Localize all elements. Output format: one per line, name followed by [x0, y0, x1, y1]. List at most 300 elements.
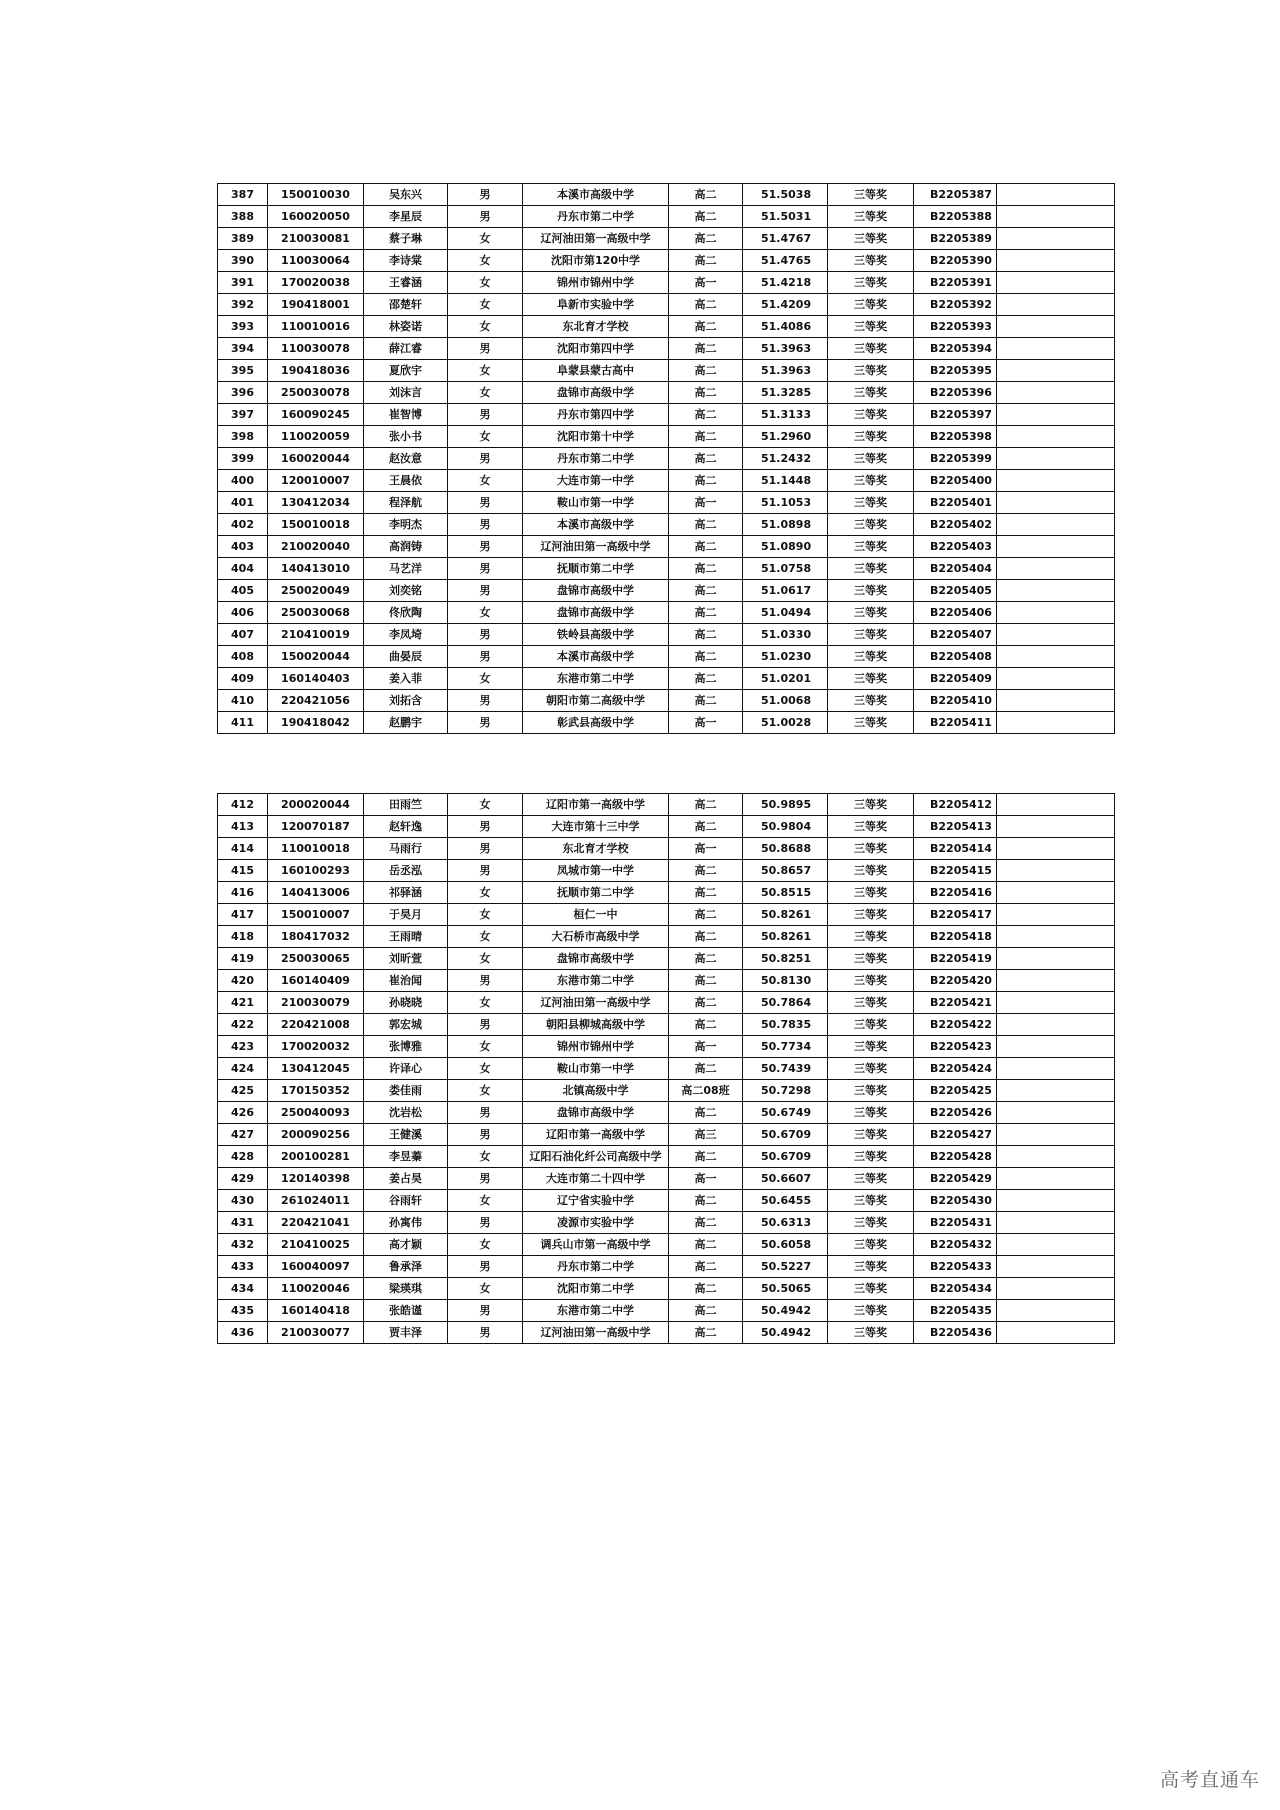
cell-gender: 女 — [448, 1036, 523, 1058]
cell-exam-id: 140413006 — [268, 882, 364, 904]
cell-remark — [997, 514, 1115, 536]
cell-grade: 高二 — [669, 1212, 743, 1234]
cell-gender: 女 — [448, 272, 523, 294]
cell-cert-id: B2205410 — [914, 690, 997, 712]
cell-cert-id: B2205396 — [914, 382, 997, 404]
cell-rank: 418 — [218, 926, 268, 948]
cell-remark — [997, 184, 1115, 206]
cell-name: 贾丰泽 — [364, 1322, 448, 1344]
cell-exam-id: 130412045 — [268, 1058, 364, 1080]
cell-remark — [997, 668, 1115, 690]
table-row — [218, 404, 1115, 426]
cell-rank: 392 — [218, 294, 268, 316]
cell-exam-id: 220421008 — [268, 1014, 364, 1036]
cell-exam-id: 120010007 — [268, 470, 364, 492]
cell-award: 三等奖 — [828, 860, 914, 882]
cell-score: 50.5227 — [743, 1256, 828, 1278]
cell-school: 东港市第二中学 — [523, 1300, 669, 1322]
cell-exam-id: 120070187 — [268, 816, 364, 838]
table-row — [218, 1300, 1115, 1322]
table-row — [218, 668, 1115, 690]
cell-score: 50.5065 — [743, 1278, 828, 1300]
cell-grade: 高一 — [669, 1168, 743, 1190]
cell-rank: 406 — [218, 602, 268, 624]
cell-remark — [997, 1168, 1115, 1190]
cell-school: 大连市第一中学 — [523, 470, 669, 492]
cell-score: 51.1053 — [743, 492, 828, 514]
cell-name: 张皓谨 — [364, 1300, 448, 1322]
cell-remark — [997, 1102, 1115, 1124]
cell-score: 51.2960 — [743, 426, 828, 448]
cell-score: 50.9895 — [743, 794, 828, 816]
table-row — [218, 860, 1115, 882]
cell-cert-id: B2205419 — [914, 948, 997, 970]
table-row — [218, 1234, 1115, 1256]
cell-name: 林姿诺 — [364, 316, 448, 338]
cell-school: 丹东市第二中学 — [523, 448, 669, 470]
cell-grade: 高二 — [669, 816, 743, 838]
cell-exam-id: 160040097 — [268, 1256, 364, 1278]
cell-remark — [997, 492, 1115, 514]
cell-gender: 男 — [448, 624, 523, 646]
cell-award: 三等奖 — [828, 624, 914, 646]
cell-gender: 女 — [448, 1146, 523, 1168]
cell-school: 盘锦市高级中学 — [523, 382, 669, 404]
cell-exam-id: 210020040 — [268, 536, 364, 558]
cell-grade: 高一 — [669, 838, 743, 860]
table-row — [218, 184, 1115, 206]
cell-rank: 393 — [218, 316, 268, 338]
cell-award: 三等奖 — [828, 1234, 914, 1256]
cell-gender: 男 — [448, 338, 523, 360]
cell-award: 三等奖 — [828, 492, 914, 514]
cell-name: 王睿涵 — [364, 272, 448, 294]
table-row — [218, 1190, 1115, 1212]
cell-grade: 高三 — [669, 1124, 743, 1146]
cell-score: 50.7298 — [743, 1080, 828, 1102]
cell-award: 三等奖 — [828, 1014, 914, 1036]
cell-gender: 女 — [448, 668, 523, 690]
cell-rank: 417 — [218, 904, 268, 926]
cell-gender: 女 — [448, 294, 523, 316]
cell-cert-id: B2205391 — [914, 272, 997, 294]
cell-cert-id: B2205417 — [914, 904, 997, 926]
cell-score: 50.7864 — [743, 992, 828, 1014]
cell-name: 孙晓晓 — [364, 992, 448, 1014]
cell-exam-id: 190418042 — [268, 712, 364, 734]
cell-remark — [997, 624, 1115, 646]
cell-score: 51.3963 — [743, 338, 828, 360]
cell-name: 程泽航 — [364, 492, 448, 514]
cell-gender: 女 — [448, 250, 523, 272]
cell-exam-id: 250040093 — [268, 1102, 364, 1124]
cell-exam-id: 150010007 — [268, 904, 364, 926]
cell-rank: 395 — [218, 360, 268, 382]
cell-score: 50.8688 — [743, 838, 828, 860]
table-row — [218, 580, 1115, 602]
cell-grade: 高二 — [669, 992, 743, 1014]
table-row — [218, 1146, 1115, 1168]
cell-grade: 高二 — [669, 602, 743, 624]
cell-cert-id: B2205411 — [914, 712, 997, 734]
cell-school: 大连市第二十四中学 — [523, 1168, 669, 1190]
cell-score: 51.3285 — [743, 382, 828, 404]
cell-grade: 高二 — [669, 558, 743, 580]
table-row — [218, 1036, 1115, 1058]
cell-rank: 435 — [218, 1300, 268, 1322]
cell-gender: 男 — [448, 838, 523, 860]
cell-cert-id: B2205395 — [914, 360, 997, 382]
cell-school: 丹东市第二中学 — [523, 1256, 669, 1278]
cell-remark — [997, 1190, 1115, 1212]
cell-grade: 高二 — [669, 228, 743, 250]
cell-grade: 高二 — [669, 882, 743, 904]
cell-award: 三等奖 — [828, 904, 914, 926]
cell-school: 辽河油田第一高级中学 — [523, 992, 669, 1014]
cell-exam-id: 190418036 — [268, 360, 364, 382]
cell-cert-id: B2205429 — [914, 1168, 997, 1190]
table-row — [218, 558, 1115, 580]
cell-school: 桓仁一中 — [523, 904, 669, 926]
cell-gender: 女 — [448, 1190, 523, 1212]
cell-remark — [997, 382, 1115, 404]
cell-rank: 388 — [218, 206, 268, 228]
cell-gender: 女 — [448, 926, 523, 948]
cell-score: 50.9804 — [743, 816, 828, 838]
cell-rank: 402 — [218, 514, 268, 536]
table-row — [218, 948, 1115, 970]
cell-school: 大石桥市高级中学 — [523, 926, 669, 948]
cell-score: 50.8130 — [743, 970, 828, 992]
cell-grade: 高二 — [669, 426, 743, 448]
cell-grade: 高二 — [669, 250, 743, 272]
cell-name: 刘奕铭 — [364, 580, 448, 602]
cell-gender: 女 — [448, 228, 523, 250]
cell-exam-id: 110030064 — [268, 250, 364, 272]
cell-name: 李昱蓁 — [364, 1146, 448, 1168]
cell-award: 三等奖 — [828, 1278, 914, 1300]
cell-gender: 男 — [448, 1102, 523, 1124]
cell-cert-id: B2205418 — [914, 926, 997, 948]
cell-remark — [997, 470, 1115, 492]
cell-award: 三等奖 — [828, 1190, 914, 1212]
cell-exam-id: 220421041 — [268, 1212, 364, 1234]
cell-remark — [997, 448, 1115, 470]
cell-school: 鞍山市第一中学 — [523, 492, 669, 514]
cell-gender: 男 — [448, 206, 523, 228]
cell-school: 锦州市锦州中学 — [523, 272, 669, 294]
cell-name: 田雨竺 — [364, 794, 448, 816]
cell-score: 50.6455 — [743, 1190, 828, 1212]
cell-school: 本溪市高级中学 — [523, 184, 669, 206]
cell-rank: 399 — [218, 448, 268, 470]
cell-grade: 高二 — [669, 948, 743, 970]
cell-award: 三等奖 — [828, 228, 914, 250]
cell-remark — [997, 602, 1115, 624]
cell-grade: 高二 — [669, 1014, 743, 1036]
cell-rank: 398 — [218, 426, 268, 448]
table-row — [218, 272, 1115, 294]
cell-rank: 400 — [218, 470, 268, 492]
cell-grade: 高二 — [669, 294, 743, 316]
cell-name: 薛江睿 — [364, 338, 448, 360]
cell-cert-id: B2205422 — [914, 1014, 997, 1036]
cell-remark — [997, 1300, 1115, 1322]
cell-name: 刘沫言 — [364, 382, 448, 404]
award-table-2 — [217, 793, 1115, 1344]
cell-rank: 409 — [218, 668, 268, 690]
cell-remark — [997, 228, 1115, 250]
cell-name: 许译心 — [364, 1058, 448, 1080]
cell-award: 三等奖 — [828, 360, 914, 382]
cell-rank: 421 — [218, 992, 268, 1014]
table-row — [218, 382, 1115, 404]
cell-rank: 428 — [218, 1146, 268, 1168]
cell-remark — [997, 794, 1115, 816]
cell-score: 51.0068 — [743, 690, 828, 712]
cell-exam-id: 210030081 — [268, 228, 364, 250]
cell-cert-id: B2205420 — [914, 970, 997, 992]
cell-cert-id: B2205431 — [914, 1212, 997, 1234]
cell-cert-id: B2205401 — [914, 492, 997, 514]
cell-school: 辽宁省实验中学 — [523, 1190, 669, 1212]
cell-name: 李明杰 — [364, 514, 448, 536]
cell-remark — [997, 970, 1115, 992]
cell-remark — [997, 926, 1115, 948]
cell-award: 三等奖 — [828, 206, 914, 228]
cell-name: 姜占昊 — [364, 1168, 448, 1190]
cell-remark — [997, 338, 1115, 360]
cell-remark — [997, 1036, 1115, 1058]
cell-cert-id: B2205423 — [914, 1036, 997, 1058]
cell-grade: 高二 — [669, 1146, 743, 1168]
cell-score: 51.0028 — [743, 712, 828, 734]
cell-rank: 426 — [218, 1102, 268, 1124]
cell-exam-id: 110010016 — [268, 316, 364, 338]
cell-award: 三等奖 — [828, 926, 914, 948]
cell-rank: 396 — [218, 382, 268, 404]
cell-cert-id: B2205406 — [914, 602, 997, 624]
cell-name: 李星辰 — [364, 206, 448, 228]
table-row — [218, 492, 1115, 514]
cell-rank: 401 — [218, 492, 268, 514]
cell-name: 王晨依 — [364, 470, 448, 492]
cell-rank: 425 — [218, 1080, 268, 1102]
table-row — [218, 1278, 1115, 1300]
cell-award: 三等奖 — [828, 426, 914, 448]
cell-cert-id: B2205427 — [914, 1124, 997, 1146]
cell-grade: 高二 — [669, 926, 743, 948]
cell-school: 丹东市第二中学 — [523, 206, 669, 228]
cell-rank: 420 — [218, 970, 268, 992]
cell-rank: 389 — [218, 228, 268, 250]
cell-score: 51.2432 — [743, 448, 828, 470]
cell-award: 三等奖 — [828, 1102, 914, 1124]
cell-gender: 女 — [448, 1234, 523, 1256]
cell-name: 王雨晴 — [364, 926, 448, 948]
table-row — [218, 624, 1115, 646]
cell-school: 东北育才学校 — [523, 316, 669, 338]
cell-exam-id: 170020032 — [268, 1036, 364, 1058]
cell-name: 李诗棠 — [364, 250, 448, 272]
cell-gender: 男 — [448, 514, 523, 536]
cell-rank: 394 — [218, 338, 268, 360]
cell-school: 辽阳市第一高级中学 — [523, 794, 669, 816]
cell-rank: 413 — [218, 816, 268, 838]
cell-grade: 高二 — [669, 904, 743, 926]
cell-remark — [997, 1146, 1115, 1168]
cell-exam-id: 110030078 — [268, 338, 364, 360]
cell-school: 锦州市锦州中学 — [523, 1036, 669, 1058]
cell-award: 三等奖 — [828, 816, 914, 838]
cell-name: 马雨行 — [364, 838, 448, 860]
cell-cert-id: B2205412 — [914, 794, 997, 816]
cell-cert-id: B2205399 — [914, 448, 997, 470]
cell-score: 51.4086 — [743, 316, 828, 338]
cell-score: 50.6313 — [743, 1212, 828, 1234]
cell-rank: 403 — [218, 536, 268, 558]
cell-award: 三等奖 — [828, 668, 914, 690]
award-table-1 — [217, 183, 1115, 734]
cell-cert-id: B2205390 — [914, 250, 997, 272]
cell-score: 51.0494 — [743, 602, 828, 624]
cell-award: 三等奖 — [828, 1256, 914, 1278]
cell-score: 50.6749 — [743, 1102, 828, 1124]
cell-school: 大连市第十三中学 — [523, 816, 669, 838]
cell-grade: 高二 — [669, 1234, 743, 1256]
cell-award: 三等奖 — [828, 1080, 914, 1102]
cell-cert-id: B2205426 — [914, 1102, 997, 1124]
cell-award: 三等奖 — [828, 448, 914, 470]
cell-rank: 408 — [218, 646, 268, 668]
cell-gender: 男 — [448, 558, 523, 580]
cell-exam-id: 180417032 — [268, 926, 364, 948]
cell-name: 王健溪 — [364, 1124, 448, 1146]
cell-exam-id: 250020049 — [268, 580, 364, 602]
cell-name: 梁瑛琪 — [364, 1278, 448, 1300]
cell-gender: 男 — [448, 1256, 523, 1278]
cell-name: 赵鹏宇 — [364, 712, 448, 734]
cell-rank: 411 — [218, 712, 268, 734]
cell-gender: 女 — [448, 360, 523, 382]
cell-exam-id: 110020046 — [268, 1278, 364, 1300]
cell-school: 沈阳市第四中学 — [523, 338, 669, 360]
cell-cert-id: B2205389 — [914, 228, 997, 250]
table-row — [218, 1058, 1115, 1080]
table-row — [218, 712, 1115, 734]
cell-grade: 高二 — [669, 794, 743, 816]
cell-name: 沈岩松 — [364, 1102, 448, 1124]
table-row — [218, 838, 1115, 860]
cell-gender: 男 — [448, 860, 523, 882]
cell-cert-id: B2205425 — [914, 1080, 997, 1102]
cell-exam-id: 110010018 — [268, 838, 364, 860]
cell-gender: 男 — [448, 1300, 523, 1322]
cell-award: 三等奖 — [828, 338, 914, 360]
cell-award: 三等奖 — [828, 992, 914, 1014]
cell-score: 50.6058 — [743, 1234, 828, 1256]
cell-award: 三等奖 — [828, 536, 914, 558]
cell-cert-id: B2205414 — [914, 838, 997, 860]
cell-score: 50.6709 — [743, 1124, 828, 1146]
cell-cert-id: B2205388 — [914, 206, 997, 228]
cell-rank: 433 — [218, 1256, 268, 1278]
cell-score: 51.0898 — [743, 514, 828, 536]
table-row — [218, 970, 1115, 992]
cell-remark — [997, 426, 1115, 448]
table-row — [218, 1124, 1115, 1146]
cell-score: 51.5031 — [743, 206, 828, 228]
cell-name: 郭宏城 — [364, 1014, 448, 1036]
cell-remark — [997, 904, 1115, 926]
cell-cert-id: B2205432 — [914, 1234, 997, 1256]
cell-name: 崔智博 — [364, 404, 448, 426]
cell-remark — [997, 646, 1115, 668]
cell-name: 张博雅 — [364, 1036, 448, 1058]
cell-award: 三等奖 — [828, 970, 914, 992]
cell-name: 佟欣陶 — [364, 602, 448, 624]
cell-exam-id: 120140398 — [268, 1168, 364, 1190]
cell-gender: 男 — [448, 1124, 523, 1146]
table-row — [218, 1014, 1115, 1036]
cell-cert-id: B2205435 — [914, 1300, 997, 1322]
cell-remark — [997, 690, 1115, 712]
table-row — [218, 360, 1115, 382]
cell-score: 50.8251 — [743, 948, 828, 970]
cell-exam-id: 190418001 — [268, 294, 364, 316]
cell-gender: 女 — [448, 794, 523, 816]
cell-gender: 女 — [448, 992, 523, 1014]
cell-gender: 男 — [448, 492, 523, 514]
cell-gender: 男 — [448, 712, 523, 734]
cell-remark — [997, 404, 1115, 426]
cell-name: 谷雨轩 — [364, 1190, 448, 1212]
cell-score: 51.3963 — [743, 360, 828, 382]
cell-award: 三等奖 — [828, 1146, 914, 1168]
cell-score: 50.8515 — [743, 882, 828, 904]
cell-school: 阜新市实验中学 — [523, 294, 669, 316]
cell-grade: 高二 — [669, 404, 743, 426]
table-row — [218, 206, 1115, 228]
table-row — [218, 904, 1115, 926]
cell-gender: 男 — [448, 1322, 523, 1344]
cell-exam-id: 200090256 — [268, 1124, 364, 1146]
cell-grade: 高二 — [669, 1256, 743, 1278]
cell-remark — [997, 882, 1115, 904]
cell-award: 三等奖 — [828, 948, 914, 970]
cell-rank: 429 — [218, 1168, 268, 1190]
cell-award: 三等奖 — [828, 838, 914, 860]
cell-gender: 女 — [448, 602, 523, 624]
cell-remark — [997, 360, 1115, 382]
table-row — [218, 992, 1115, 1014]
cell-gender: 女 — [448, 1278, 523, 1300]
cell-exam-id: 160020050 — [268, 206, 364, 228]
table-row — [218, 1212, 1115, 1234]
cell-rank: 416 — [218, 882, 268, 904]
cell-award: 三等奖 — [828, 646, 914, 668]
cell-school: 彰武县高级中学 — [523, 712, 669, 734]
cell-score: 51.0330 — [743, 624, 828, 646]
cell-award: 三等奖 — [828, 712, 914, 734]
watermark-text: 高考直通车 — [1159, 1769, 1260, 1791]
cell-gender: 女 — [448, 316, 523, 338]
cell-grade: 高二 — [669, 646, 743, 668]
cell-grade: 高二 — [669, 668, 743, 690]
cell-remark — [997, 1256, 1115, 1278]
cell-exam-id: 170150352 — [268, 1080, 364, 1102]
cell-grade: 高二 — [669, 338, 743, 360]
